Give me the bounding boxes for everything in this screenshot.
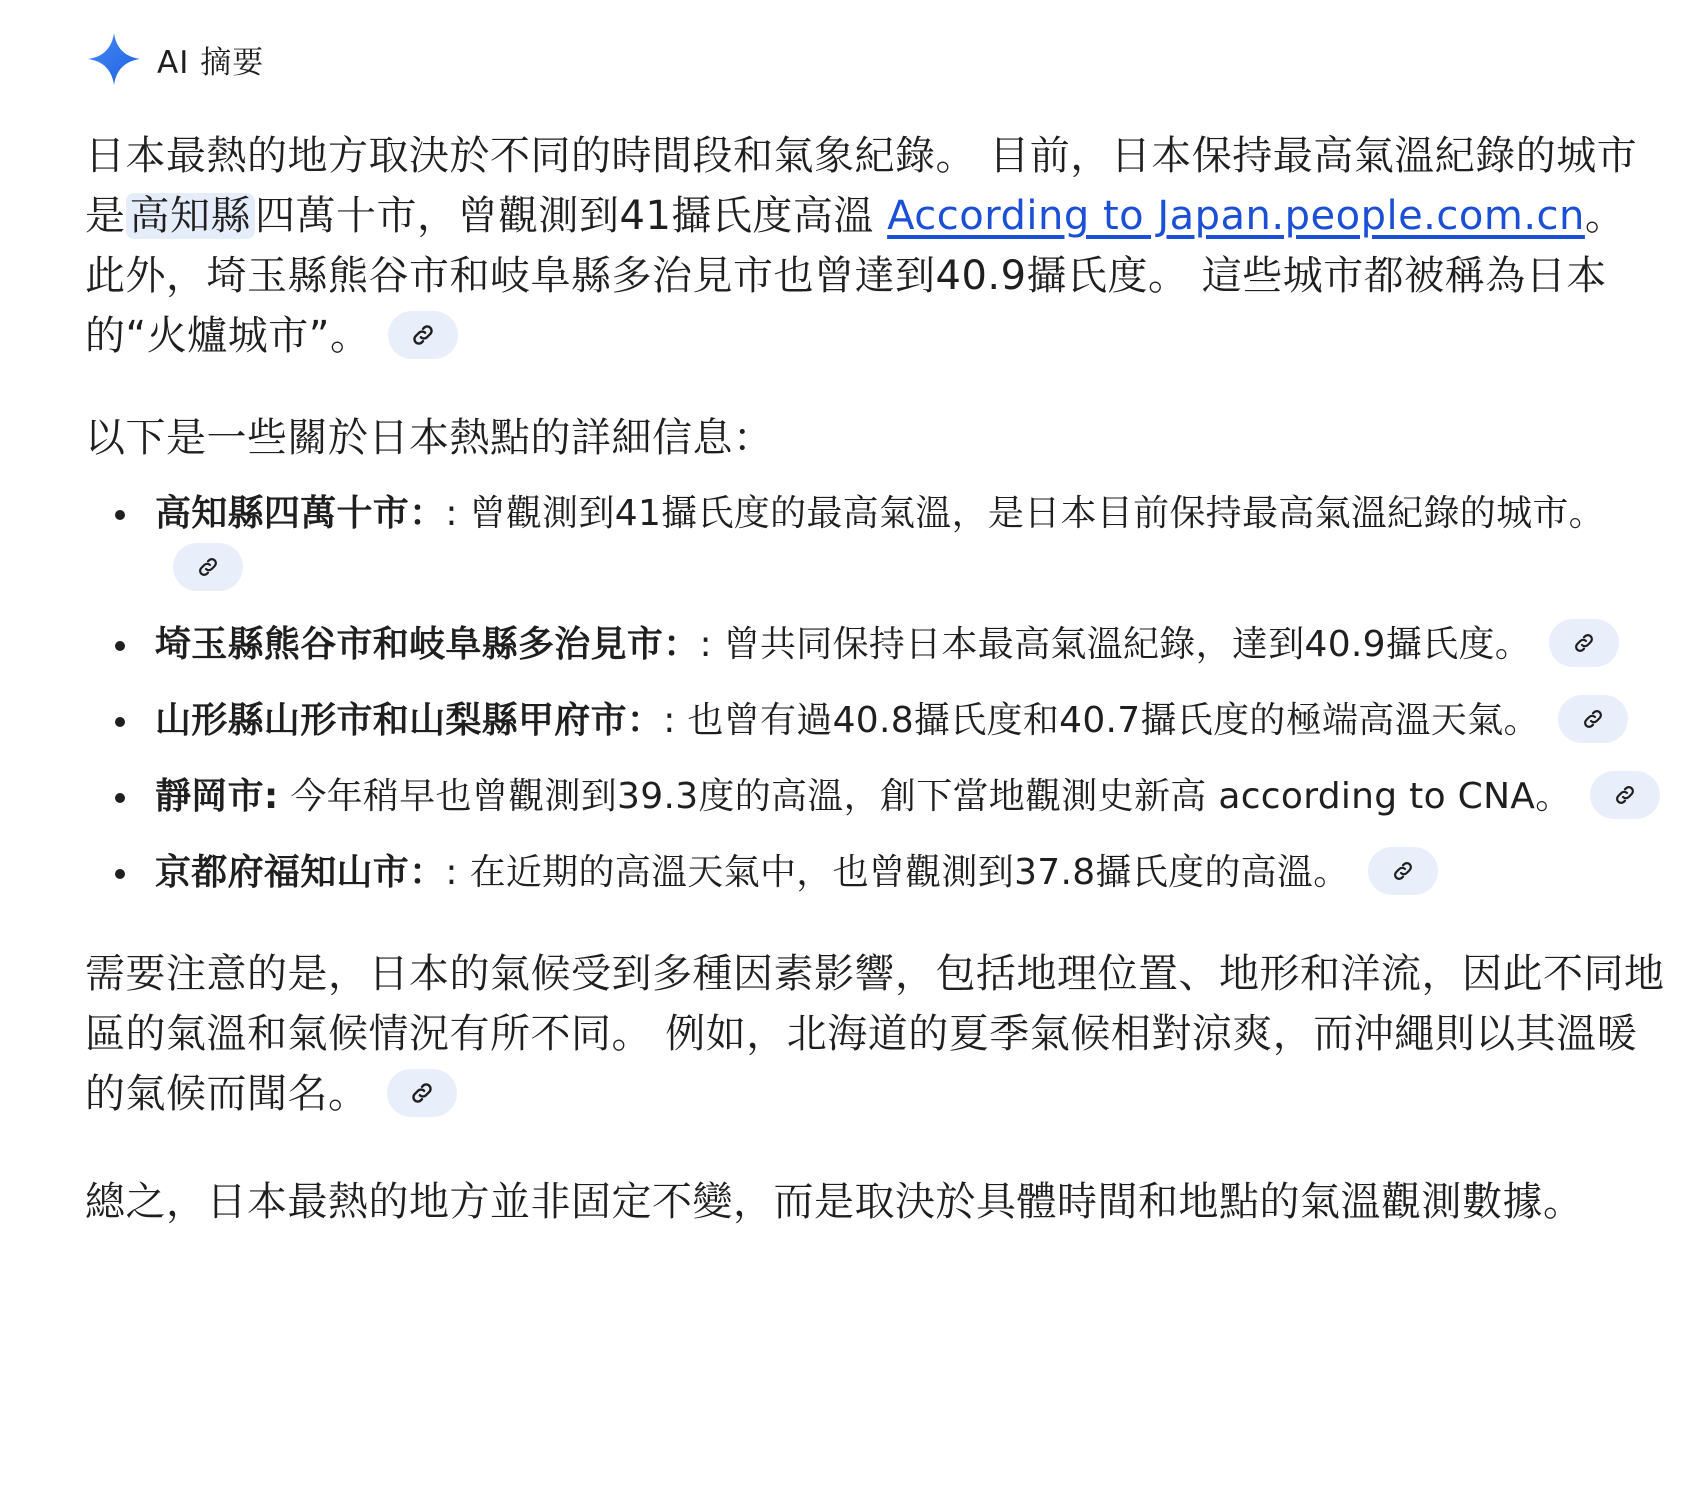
intro-text-3: 。 此外，埼玉縣熊谷市和岐阜縣多治見市也曾達到40.9攝氏度。 這些城市都被稱為日本的“火爐城市”。 <box>85 193 1626 359</box>
list-item-term: 山形縣山形市和山梨縣甲府市： <box>155 700 664 741</box>
note-paragraph <box>85 944 1675 1124</box>
list-item-term: 京都府福知山市： <box>155 852 446 893</box>
conclusion-paragraph: 總之，日本最熱的地方並非固定不變，而是取決於具體時間和地點的氣溫觀測數據。 <box>85 1179 1584 1225</box>
highlighted-term[interactable]: 高知縣 <box>126 193 256 239</box>
link-icon <box>1581 707 1605 731</box>
citation-button[interactable] <box>173 543 243 591</box>
list-item-text: : 曾觀測到41攝氏度的最高氣溫，是日本目前保持最高氣溫紀錄的城市。 <box>445 493 1605 534</box>
ai-overview-header <box>85 0 1675 118</box>
citation-button[interactable] <box>1590 771 1660 819</box>
ai-overview-title: AI 摘要 <box>157 44 265 81</box>
list-heading: 以下是一些關於日本熱點的詳細信息： <box>85 415 774 461</box>
citation-button[interactable] <box>1558 695 1628 743</box>
intro-text-1: 日本最熱的地方取決於不同的時間段和氣象紀錄。 目前，日本保持最高氣溫紀錄的城市是 <box>85 133 1638 239</box>
sparkle-icon <box>85 30 143 88</box>
intro-text-2: 四萬十市，曾觀測到41攝氏度高溫 <box>255 193 888 239</box>
list-item <box>85 617 1675 672</box>
source-link[interactable]: According to Japan.people.com.cn <box>887 193 1585 239</box>
citation-button[interactable] <box>387 1069 457 1117</box>
link-icon <box>1391 859 1415 883</box>
link-icon <box>410 322 436 348</box>
link-icon <box>1613 783 1637 807</box>
list-item <box>85 693 1675 748</box>
link-icon <box>409 1080 435 1106</box>
list-item-text: : 曾共同保持日本最高氣溫紀錄，達到40.9攝氏度。 <box>699 624 1532 665</box>
list-item-term: 高知縣四萬十市： <box>155 493 446 534</box>
intro-paragraph <box>85 126 1675 366</box>
citation-button[interactable] <box>1368 847 1438 895</box>
list-item <box>85 769 1675 824</box>
citation-button[interactable] <box>1549 619 1619 667</box>
note-text: 需要注意的是，日本的氣候受到多種因素影響，包括地理位置、地形和洋流，因此不同地區的氣溫和氣候情況有所不同。 例如，北海道的夏季氣候相對涼爽，而沖繩則以其溫暖的氣候而聞名。 <box>85 951 1665 1117</box>
list-item-term: 埼玉縣熊谷市和岐阜縣多治見市： <box>155 624 700 665</box>
ai-overview <box>85 0 1675 1232</box>
link-icon <box>196 555 220 579</box>
list-item <box>85 845 1675 900</box>
citation-button[interactable] <box>388 311 458 359</box>
list-item-text: 今年稍早也曾觀測到39.3度的高溫，創下當地觀測史新高 according to CNA。 <box>278 776 1572 817</box>
list-item-term: 靜岡市: <box>155 776 279 817</box>
list-item-text: : 也曾有過40.8攝氏度和40.7攝氏度的極端高溫天氣。 <box>663 700 1540 741</box>
link-icon <box>1572 631 1596 655</box>
hotspot-list <box>85 486 1675 900</box>
list-item <box>85 486 1675 596</box>
list-item-text: : 在近期的高溫天氣中，也曾觀測到37.8攝氏度的高溫。 <box>445 852 1350 893</box>
